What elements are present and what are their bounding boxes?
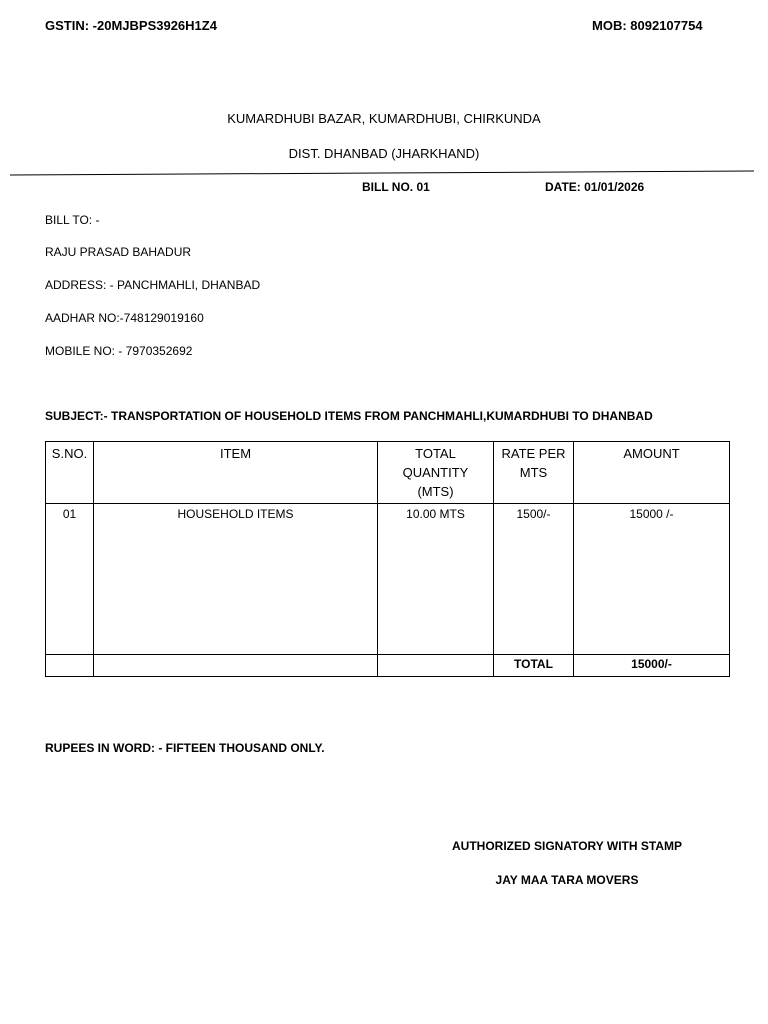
header-divider xyxy=(10,170,754,176)
row-rate: 1500/- xyxy=(494,504,574,655)
col-header-quantity-line3: (MTS) xyxy=(417,484,454,499)
business-address-line2: DIST. DHANBAD (JHARKHAND) xyxy=(288,146,480,161)
table-row xyxy=(46,504,730,655)
total-empty-cell-1 xyxy=(46,655,94,677)
customer-aadhar: AADHAR NO:-748129019160 xyxy=(45,311,204,325)
col-header-quantity-line2: QUANTITY xyxy=(402,465,469,480)
row-sno: 01 xyxy=(46,504,94,655)
header-mobile-number: MOB: 8092107754 xyxy=(592,18,703,33)
business-address-line1: KUMARDHUBI BAZAR, KUMARDHUBI, CHIRKUNDA xyxy=(227,111,541,126)
customer-address: ADDRESS: - PANCHMAHLI, DHANBAD xyxy=(45,278,261,292)
col-header-rate-line2: MTS xyxy=(519,465,548,480)
table-header-row xyxy=(46,442,730,504)
total-label: TOTAL xyxy=(494,655,574,677)
items-table xyxy=(45,441,730,677)
customer-mobile: MOBILE NO: - 7970352692 xyxy=(45,344,193,358)
bill-date: DATE: 01/01/2026 xyxy=(545,180,645,194)
bill-to-label: BILL TO: - xyxy=(45,213,100,227)
authorized-signatory-label: AUTHORIZED SIGNATORY WITH STAMP xyxy=(452,839,682,853)
total-amount: 15000/- xyxy=(574,655,730,677)
rupees-in-word: RUPEES IN WORD: - FIFTEEN THOUSAND ONLY. xyxy=(45,741,325,755)
col-header-rate xyxy=(494,442,574,504)
total-empty-cell-2 xyxy=(94,655,378,677)
table-total-row xyxy=(46,655,730,677)
col-header-sno: S.NO. xyxy=(46,442,94,504)
bill-number: BILL NO. 01 xyxy=(362,180,430,194)
row-quantity: 10.00 MTS xyxy=(378,504,494,655)
total-empty-cell-3 xyxy=(378,655,494,677)
row-item: HOUSEHOLD ITEMS xyxy=(94,504,378,655)
col-header-quantity xyxy=(378,442,494,504)
col-header-rate-line1: RATE PER xyxy=(501,446,566,461)
company-name: JAY MAA TARA MOVERS xyxy=(495,873,639,887)
row-amount: 15000 /- xyxy=(574,504,730,655)
col-header-amount: AMOUNT xyxy=(574,442,730,504)
customer-name: RAJU PRASAD BAHADUR xyxy=(45,245,192,259)
bill-subject: SUBJECT:- TRANSPORTATION OF HOUSEHOLD ITEMS FROM PANCHMAHLI,KUMARDHUBI TO DHANBAD xyxy=(45,409,653,423)
col-header-item: ITEM xyxy=(94,442,378,504)
col-header-quantity-line1: TOTAL xyxy=(415,446,456,461)
gstin-number: GSTIN: -20MJBPS3926H1Z4 xyxy=(45,18,217,33)
